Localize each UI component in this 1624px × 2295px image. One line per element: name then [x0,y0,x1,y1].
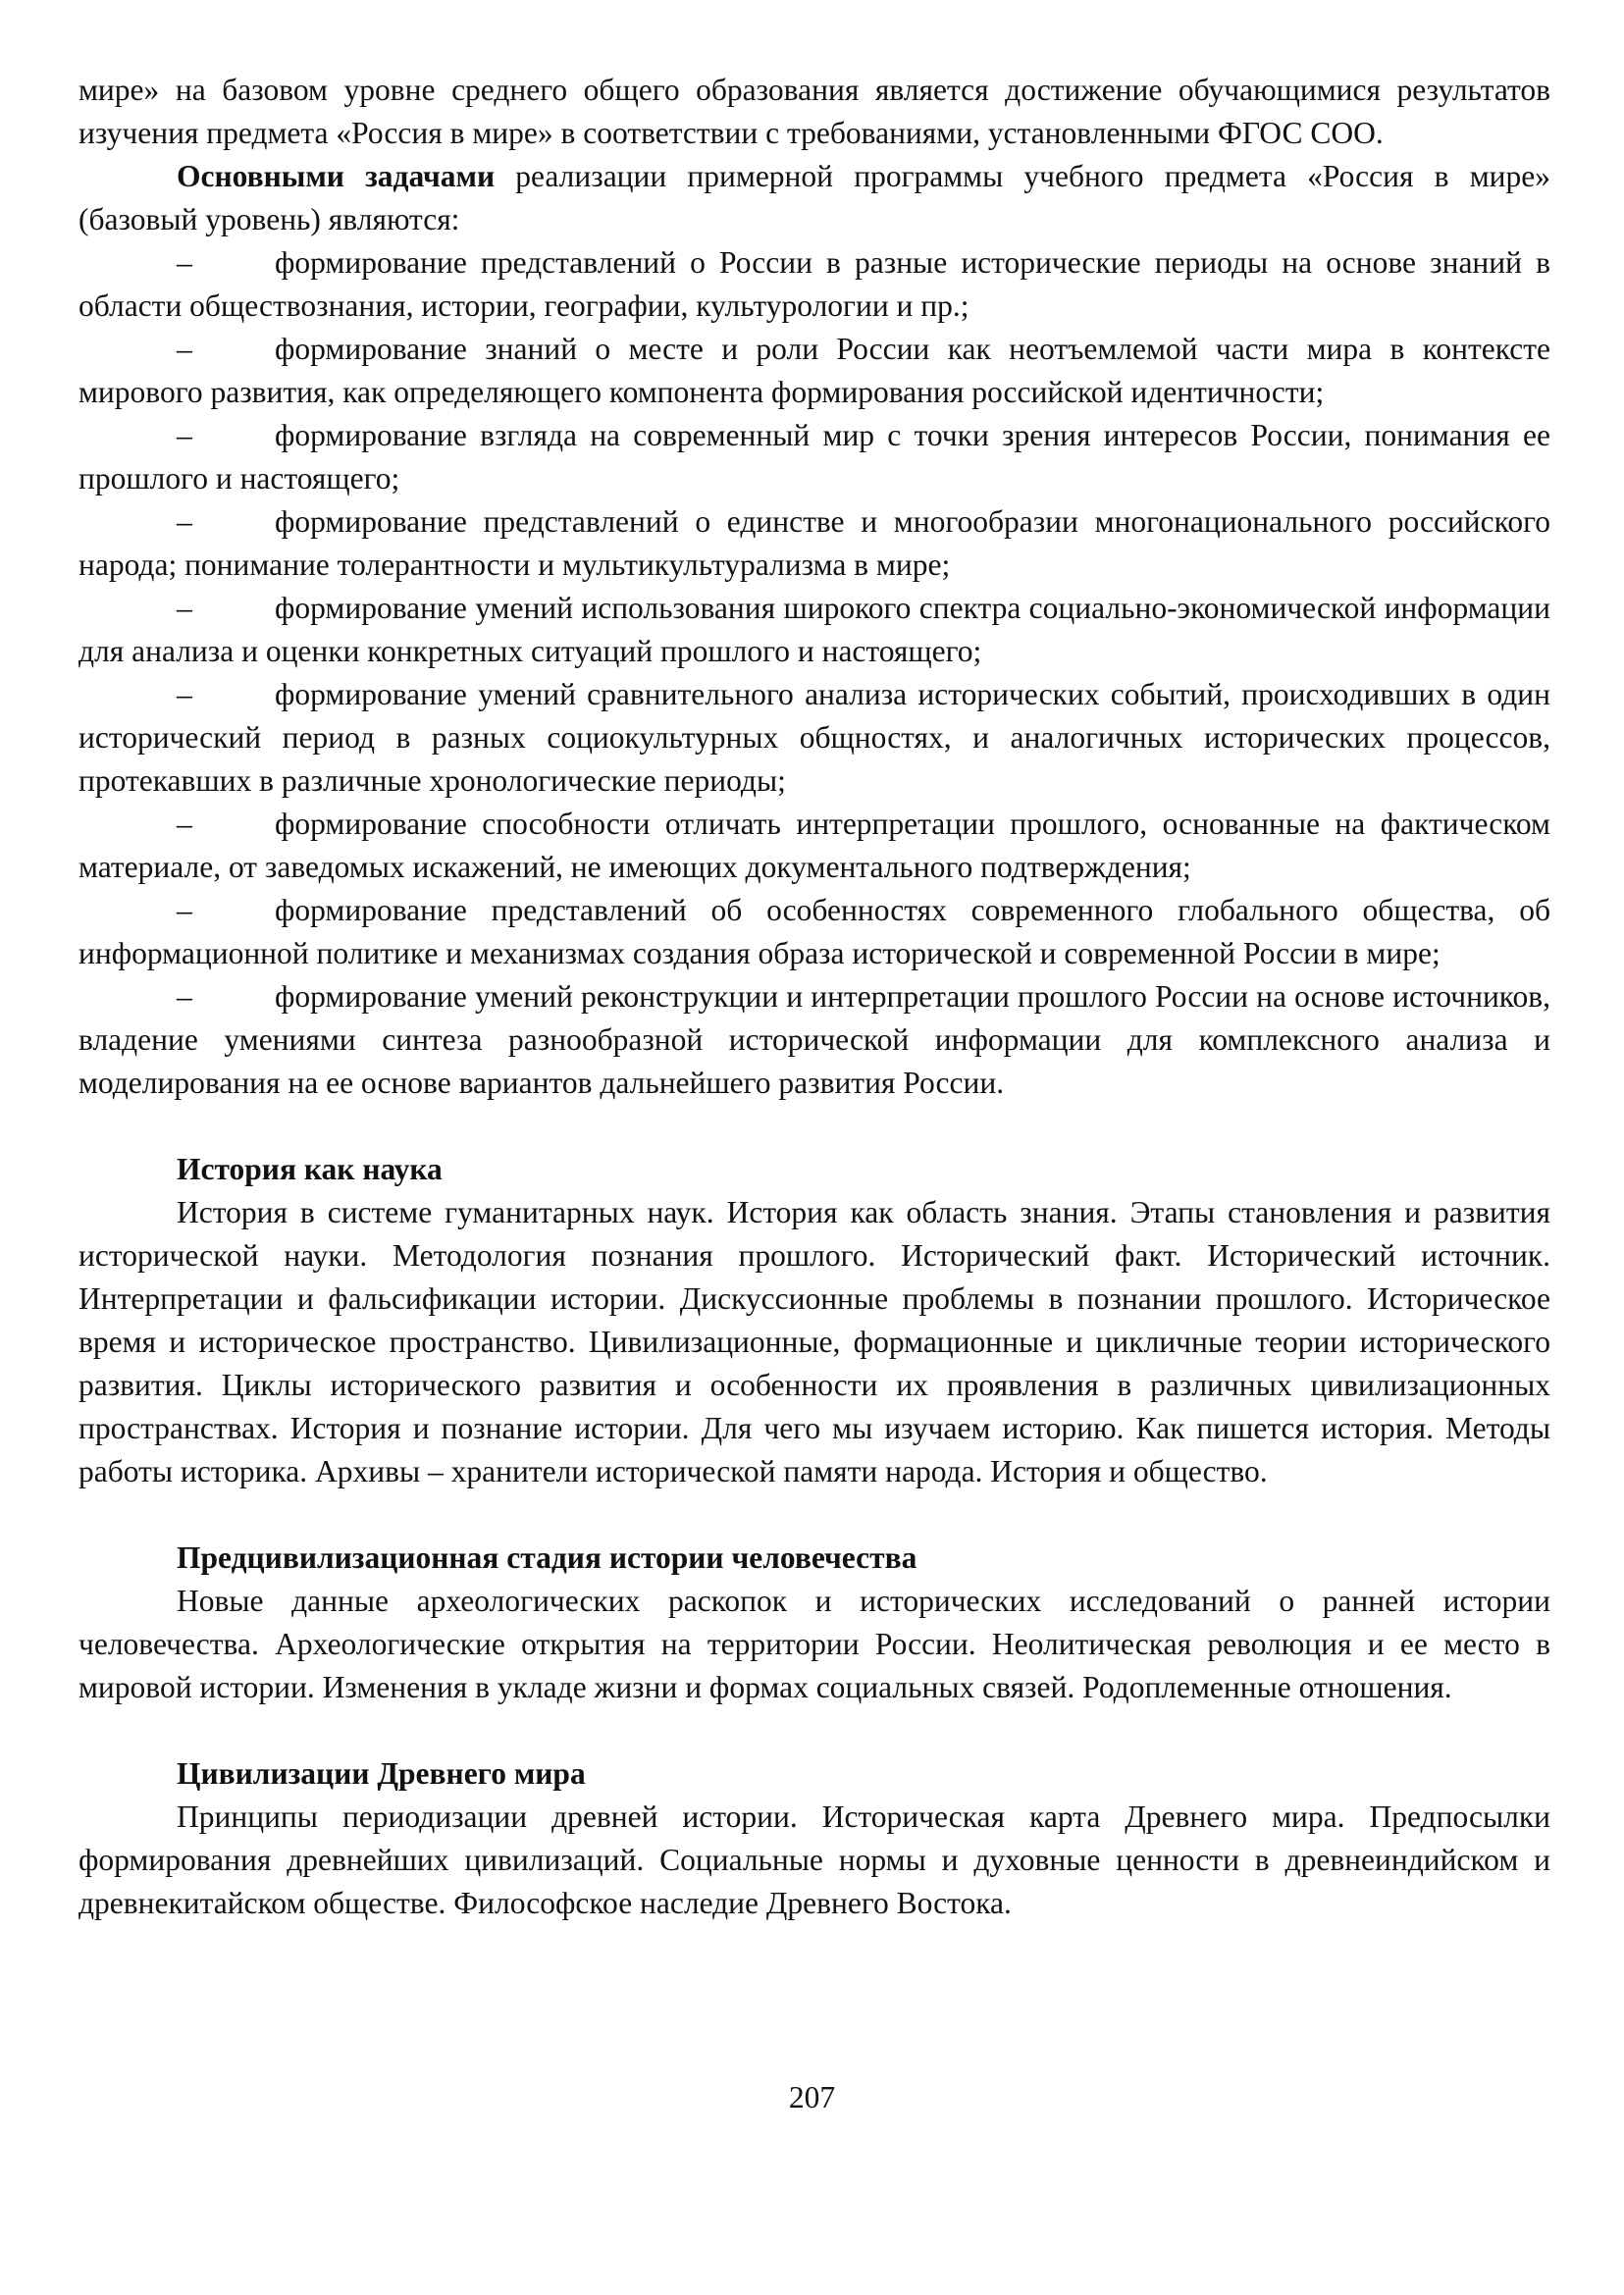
section-heading-ancient-civilizations: Цивилизации Древнего мира [177,1756,586,1791]
tasks-lead-rest: реализации примерной программы учебного предмета «Россия в мире» (базовый уровень) являются: [79,159,1550,236]
task-item-8 [79,889,1550,975]
task-text: формирование представлений о единстве и многообразии многонационального российского народа; понимание толерантности и мультикультурализма в мире; [79,504,1550,582]
tasks-lead-bold: Основными задачами [177,159,496,193]
document-page [79,69,1550,1925]
task-text: формирование умений сравнительного анализа исторических событий, происходивших в один исторический период в разных социокультурных общностях, и аналогичных исторических процессов, протекавших в различные хронологические периоды; [79,677,1550,798]
task-text: формирование умений реконструкции и интерпретации прошлого России на основе источников, владение умениями синтеза разнообразной исторической информации для комплексного анализа и моделирования на ее основе вариантов дальнейшего развития России. [79,979,1550,1100]
task-text: формирование представлений о России в разные исторические периоды на основе знаний в области обществознания, истории, географии, культурологии и пр.; [79,245,1550,323]
list-dash: – [177,332,192,366]
task-item-5 [79,587,1550,673]
tasks-lead-paragraph [79,155,1550,241]
section-heading-precivilization: Предцивилизационная стадия истории человечества [177,1540,917,1575]
list-dash: – [177,677,192,711]
list-dash: – [177,418,192,452]
page-number: 207 [788,2080,836,2114]
list-dash: – [177,893,192,927]
list-dash: – [177,245,192,280]
list-dash: – [177,979,192,1014]
task-text: формирование взгляда на современный мир с точки зрения интересов России, понимания ее прошлого и настоящего; [79,418,1550,496]
task-text: формирование умений использования широкого спектра социально-экономической информации для анализа и оценки конкретных ситуаций прошлого и настоящего; [79,591,1550,668]
task-item-2 [79,328,1550,414]
task-item-6 [79,673,1550,803]
section-heading-history-as-science: История как наука [177,1152,443,1186]
task-text: формирование представлений об особенностях современного глобального общества, об информационной политике и механизмах создания образа исторической и современной России в мире; [79,893,1550,970]
list-dash: – [177,504,192,539]
task-item-3 [79,414,1550,500]
intro-paragraph: мире» на базовом уровне среднего общего образования является достижение обучающимися результатов изучения предмета «Россия в мире» в соответствии с требованиями, установленными ФГОС СОО. [79,73,1550,150]
task-text: формирование способности отличать интерпретации прошлого, основанные на фактическом материале, от заведомых искажений, не имеющих документального подтверждения; [79,807,1550,884]
section-body-history-as-science: История в системе гуманитарных наук. История как область знания. Этапы становления и развития исторической науки. Методология познания прошлого. Исторический факт. Исторический источник. Интерпретации и фальсификации истории. Дискуссионные проблемы в познании прошлого. Историческое время и историческое пространство. Цивилизационные, формационные и цикличные теории исторического развития. Циклы исторического развития и особенности их проявления в различных цивилизационных пространствах. История и познание истории. Для чего мы изучаем историю. Как пишется история. Методы работы историка. Архивы – хранители исторической памяти народа. История и общество. [79,1195,1550,1488]
list-dash: – [177,807,192,841]
task-item-7 [79,803,1550,889]
section-body-precivilization: Новые данные археологических раскопок и исторических исследований о ранней истории человечества. Археологические открытия на территории России. Неолитическая революция и ее место в мировой истории. Изменения в укладе жизни и формах социальных связей. Родоплеменные отношения. [79,1584,1550,1704]
task-item-1 [79,241,1550,328]
section-body-ancient-civilizations: Принципы периодизации древней истории. Историческая карта Древнего мира. Предпосылки формирования древнейших цивилизаций. Социальные нормы и духовные ценности в древнеиндийском и древнекитайском обществе. Философское наследие Древнего Востока. [79,1799,1550,1920]
task-item-9 [79,975,1550,1105]
task-item-4 [79,500,1550,587]
task-text: формирование знаний о месте и роли России как неотъемлемой части мира в контексте мирового развития, как определяющего компонента формирования российской идентичности; [79,332,1550,409]
list-dash: – [177,591,192,625]
